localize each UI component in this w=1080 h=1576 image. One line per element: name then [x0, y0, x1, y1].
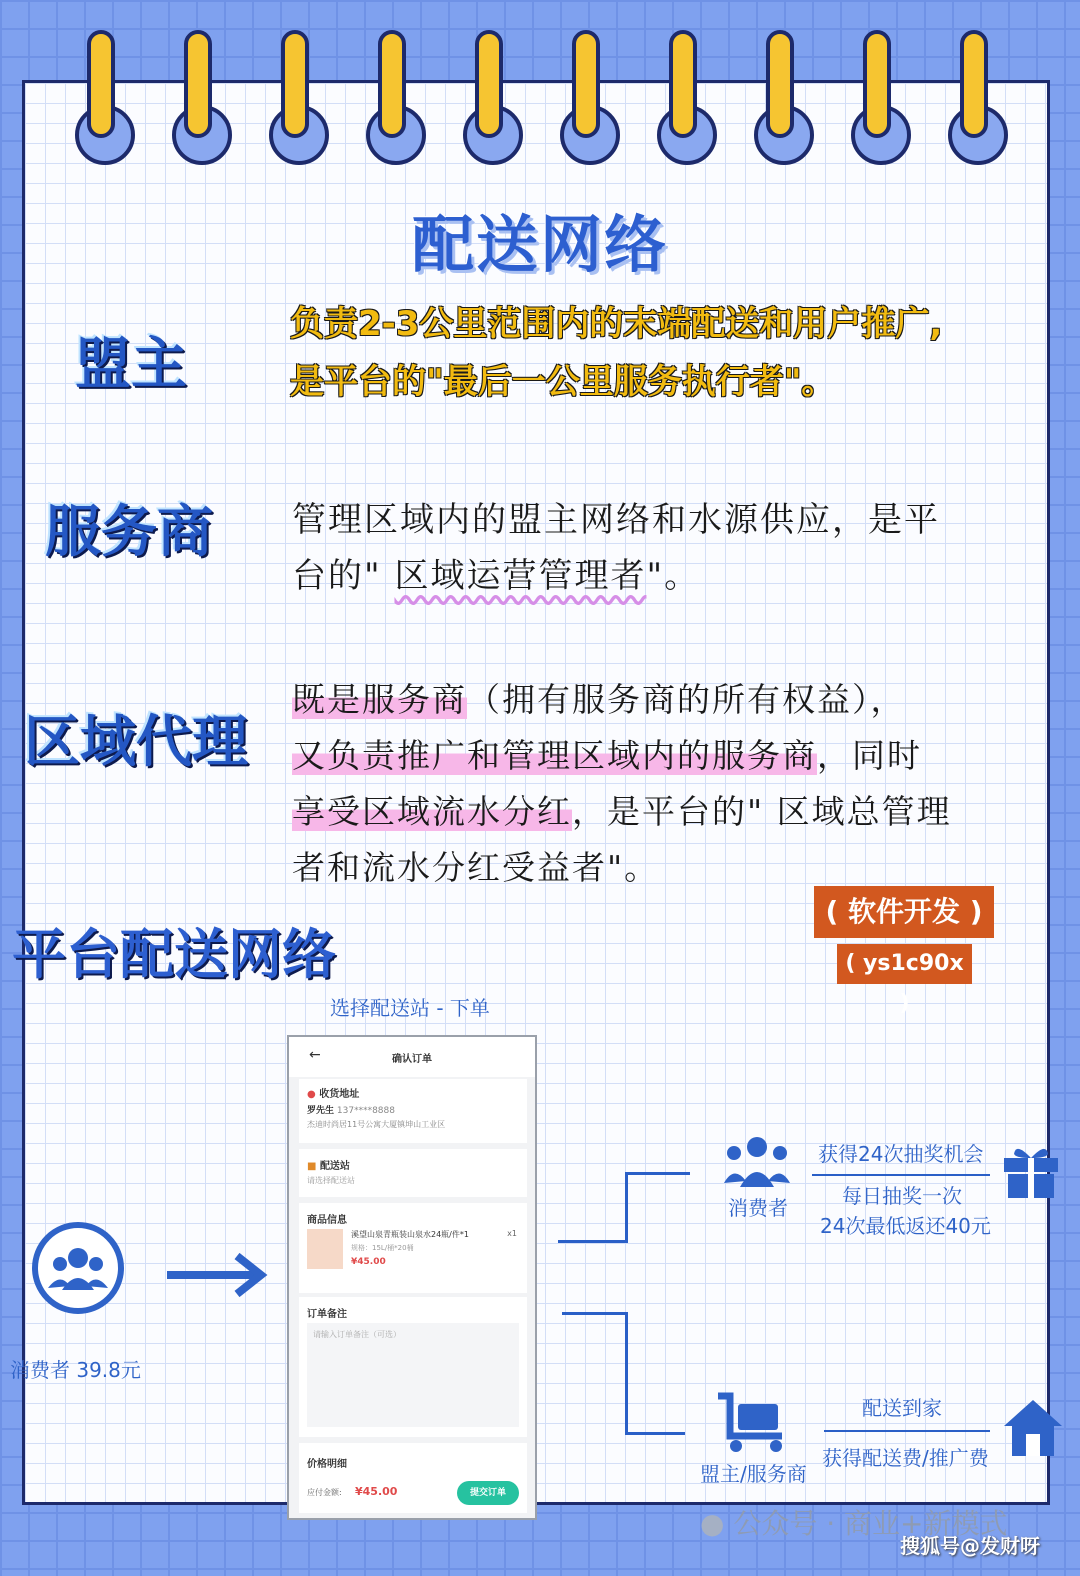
consumer-label: 消费者 [728, 1196, 788, 1220]
reward-line-2: 24次最低返还40元 [820, 1214, 991, 1238]
role-desc-alliance-leader [290, 295, 1050, 411]
address-phone: 137****8888 [336, 1106, 395, 1116]
desc-highlight: 既是服务商 [292, 680, 467, 719]
consumer-icon [722, 1135, 792, 1190]
pin-icon: ● [307, 1089, 316, 1100]
desc-line: 管理区域内的盟主网络和水源供应，是平 [292, 500, 940, 540]
role-name-regional-agent: 区域代理 [24, 710, 248, 775]
goods-price: ¥45.00 [351, 1257, 386, 1267]
desc-highlight: 又负责推广和管理区域内的服务商 [292, 736, 817, 775]
binder-ring [752, 30, 812, 165]
address-label [307, 1085, 359, 1100]
address-detail: 杰迪时尚居11号公寓大厦镇坤山工业区 [307, 1120, 446, 1129]
desc-text: ，是平台的" 区域总管理 [572, 792, 952, 831]
desc-line: 是平台的"最后一公里服务执行者"。 [290, 362, 836, 402]
binder-ring [655, 30, 715, 165]
desc-line [292, 728, 1052, 784]
arrow-right-icon [165, 1250, 270, 1300]
phone-header-title: 确认订单 [392, 1054, 432, 1065]
binder-ring [267, 30, 327, 165]
station-label-text: 配送站 [319, 1161, 350, 1172]
desc-highlight: 区域运营管理者 [394, 556, 647, 596]
back-icon[interactable]: ← [309, 1047, 321, 1063]
desc-line: 负责2-3公里范围内的末端配送和用户推广, [290, 304, 943, 344]
phone-mockup [287, 1035, 537, 1520]
desc-text: 台的" [292, 556, 395, 596]
desc-text: ，同时 [817, 736, 922, 775]
divider [824, 1430, 990, 1432]
address-label-text: 收货地址 [319, 1089, 360, 1100]
truck-icon: ■ [307, 1161, 317, 1172]
binder-ring [73, 30, 133, 165]
desc-highlight: 享受区域流水分红 [292, 792, 572, 831]
connector-line [625, 1172, 628, 1243]
delivery-top: 配送到家 [862, 1396, 942, 1420]
price-card [299, 1443, 527, 1513]
desc-line [292, 672, 1052, 728]
remark-input[interactable]: 请输入订单备注（可选） [307, 1323, 519, 1427]
station-card[interactable] [299, 1149, 527, 1197]
role-name-service-provider: 服务商 [45, 500, 213, 565]
connector-line [625, 1312, 628, 1434]
goods-name: 溪望山泉青瓶装山泉水24瓶/件*1 [351, 1230, 469, 1239]
binder-ring [849, 30, 909, 165]
pay-label: 应付金额: [307, 1488, 342, 1497]
address-name: 罗先生 [307, 1106, 335, 1116]
divider [812, 1174, 990, 1176]
binder-ring [170, 30, 230, 165]
binder-ring [946, 30, 1006, 165]
station-hint: 请选择配送站 [307, 1176, 355, 1185]
goods-card [299, 1203, 527, 1293]
goods-label: 商品信息 [307, 1215, 347, 1226]
desc-line: 者和流水分红受益者"。 [292, 848, 660, 887]
remark-label: 订单备注 [307, 1309, 347, 1320]
desc-line [292, 784, 1052, 840]
phone-header [289, 1037, 535, 1077]
role-desc-regional-agent [292, 672, 1052, 896]
left-consumer-label: 消费者 39.8元 [10, 1358, 141, 1382]
connector-line [562, 1312, 628, 1315]
binder-ring [364, 30, 424, 165]
home-icon [1002, 1398, 1064, 1460]
desc-text: "。 [646, 556, 701, 596]
page-title: 配送网络 [411, 208, 668, 281]
reward-line-1: 每日抽奖一次 [842, 1184, 962, 1208]
connector-line [625, 1432, 685, 1435]
desc-line [292, 548, 1032, 604]
goods-spec: 规格：15L/桶*20桶 [351, 1244, 414, 1252]
station-label [307, 1157, 350, 1172]
sohu-watermark: 搜狐号@发财呀 [900, 1534, 1040, 1558]
role-name-alliance-leader: 盟主 [75, 332, 187, 397]
merchant-label: 盟主/服务商 [700, 1462, 807, 1486]
price-label: 价格明细 [307, 1459, 347, 1470]
cart-icon [716, 1392, 788, 1454]
connector-line [558, 1240, 626, 1243]
pay-amount: ¥45.00 [355, 1485, 398, 1498]
address-contact [307, 1103, 395, 1116]
desc-text: （拥有服务商的所有权益）， [467, 680, 906, 719]
consumer-group-icon [32, 1222, 124, 1314]
submit-order-button[interactable]: 提交订单 [457, 1481, 519, 1505]
connector-line [625, 1172, 690, 1175]
remark-card [299, 1297, 527, 1437]
goods-image [307, 1229, 343, 1269]
software-dev-badge: ( 软件开发 ) [814, 886, 994, 938]
reward-top: 获得24次抽奖机会 [818, 1142, 984, 1166]
address-card[interactable] [299, 1079, 527, 1143]
wechat-icon: ● [700, 1507, 725, 1540]
delivery-bottom: 获得配送费/推广费 [822, 1446, 989, 1470]
binder-ring [461, 30, 521, 165]
goods-qty: x1 [507, 1229, 517, 1238]
section-title: 平台配送网络 [12, 923, 336, 986]
watermark-text: 公众号 · 商业+新模式 [733, 1507, 1008, 1540]
binder-ring [558, 30, 618, 165]
flow-caption: 选择配送站 - 下单 [330, 996, 490, 1020]
role-desc-service-provider [292, 492, 1032, 604]
code-badge: ( ys1c90x ) [837, 944, 972, 984]
gift-icon [1002, 1140, 1060, 1200]
